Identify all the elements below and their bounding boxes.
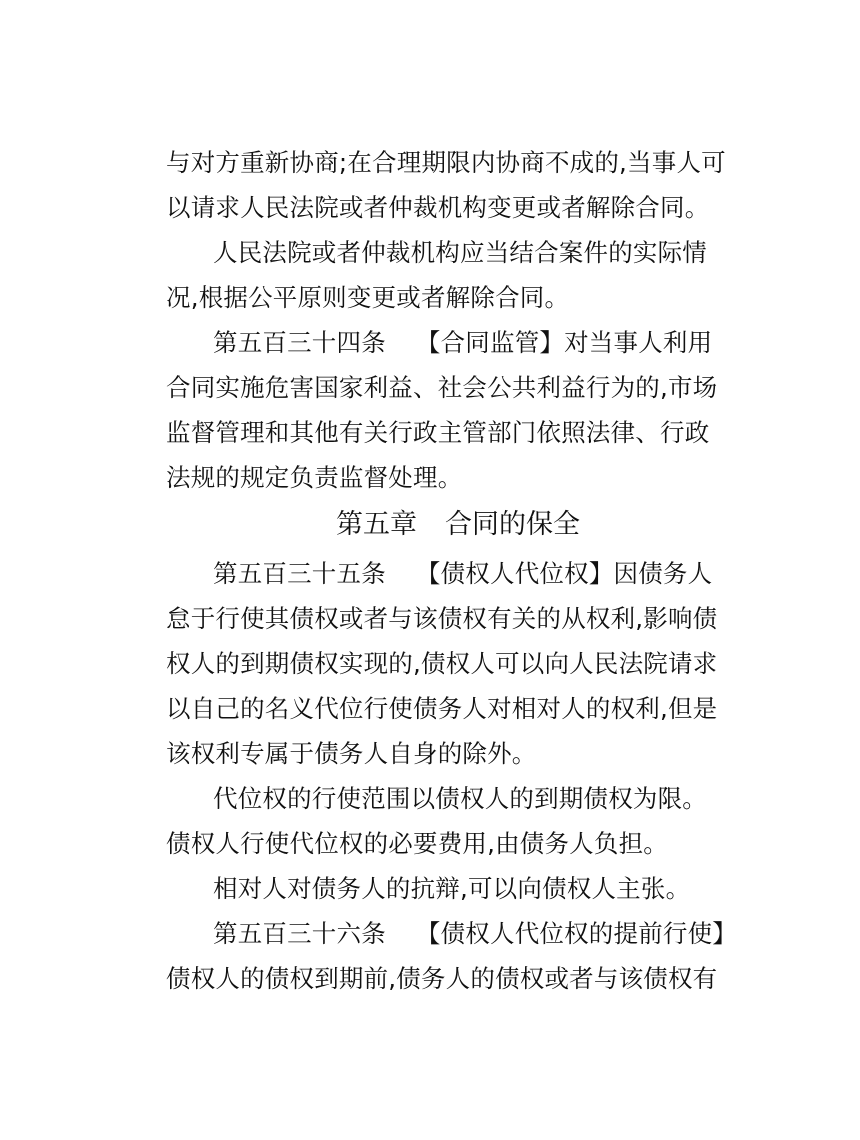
text-line: 权人的到期债权实现的,债权人可以向人民法院请求 bbox=[166, 649, 718, 678]
text-line: 债权人行使代位权的必要费用,由债务人负担。 bbox=[166, 829, 668, 858]
chapter-number: 第五章 bbox=[336, 509, 417, 540]
text-line: 合同实施危害国家利益、社会公共利益行为的,市场 bbox=[166, 373, 718, 402]
text-line: 代位权的行使范围以债权人的到期债权为限。 bbox=[213, 784, 707, 813]
text-line: 与对方重新协商;在合理期限内协商不成的,当事人可 bbox=[166, 148, 726, 177]
text-line: 债权人的债权到期前,债务人的债权或者与该债权有 bbox=[166, 964, 718, 993]
article-title: 【债权人代位权】 bbox=[415, 559, 614, 588]
text-line: 法规的规定负责监督处理。 bbox=[166, 463, 463, 492]
article-title: 【债权人代位权的提前行使】 bbox=[415, 919, 738, 948]
text-line: 以自己的名义代位行使债务人对相对人的权利,但是 bbox=[166, 694, 718, 723]
text-line: 况,根据公平原则变更或者解除合同。 bbox=[166, 283, 570, 312]
text-line: 怠于行使其债权或者与该债权有关的从权利,影响债 bbox=[166, 604, 718, 633]
text-line: 因债务人 bbox=[613, 559, 713, 588]
text-line: 监督管理和其他有关行政主管部门依照法律、行政 bbox=[166, 418, 710, 447]
text-line: 相对人对债务人的抗辩,可以向债权人主张。 bbox=[213, 874, 691, 903]
chapter-heading bbox=[336, 507, 580, 543]
text-line: 该权利专属于债务人自身的除外。 bbox=[166, 739, 537, 768]
article-number: 第五百三十六条 bbox=[213, 919, 386, 948]
article-536-heading bbox=[213, 917, 737, 951]
article-title: 【合同监管】 bbox=[415, 328, 565, 357]
text-line: 人民法院或者仲裁机构应当结合案件的实际情 bbox=[213, 238, 707, 267]
text-line: 对当事人利用 bbox=[564, 328, 713, 357]
article-534-heading bbox=[213, 326, 712, 360]
article-number: 第五百三十五条 bbox=[213, 559, 386, 588]
article-number: 第五百三十四条 bbox=[213, 328, 386, 357]
article-535-heading bbox=[213, 557, 712, 591]
chapter-title: 合同的保全 bbox=[445, 509, 580, 540]
text-line: 以请求人民法院或者仲裁机构变更或者解除合同。 bbox=[166, 193, 710, 222]
